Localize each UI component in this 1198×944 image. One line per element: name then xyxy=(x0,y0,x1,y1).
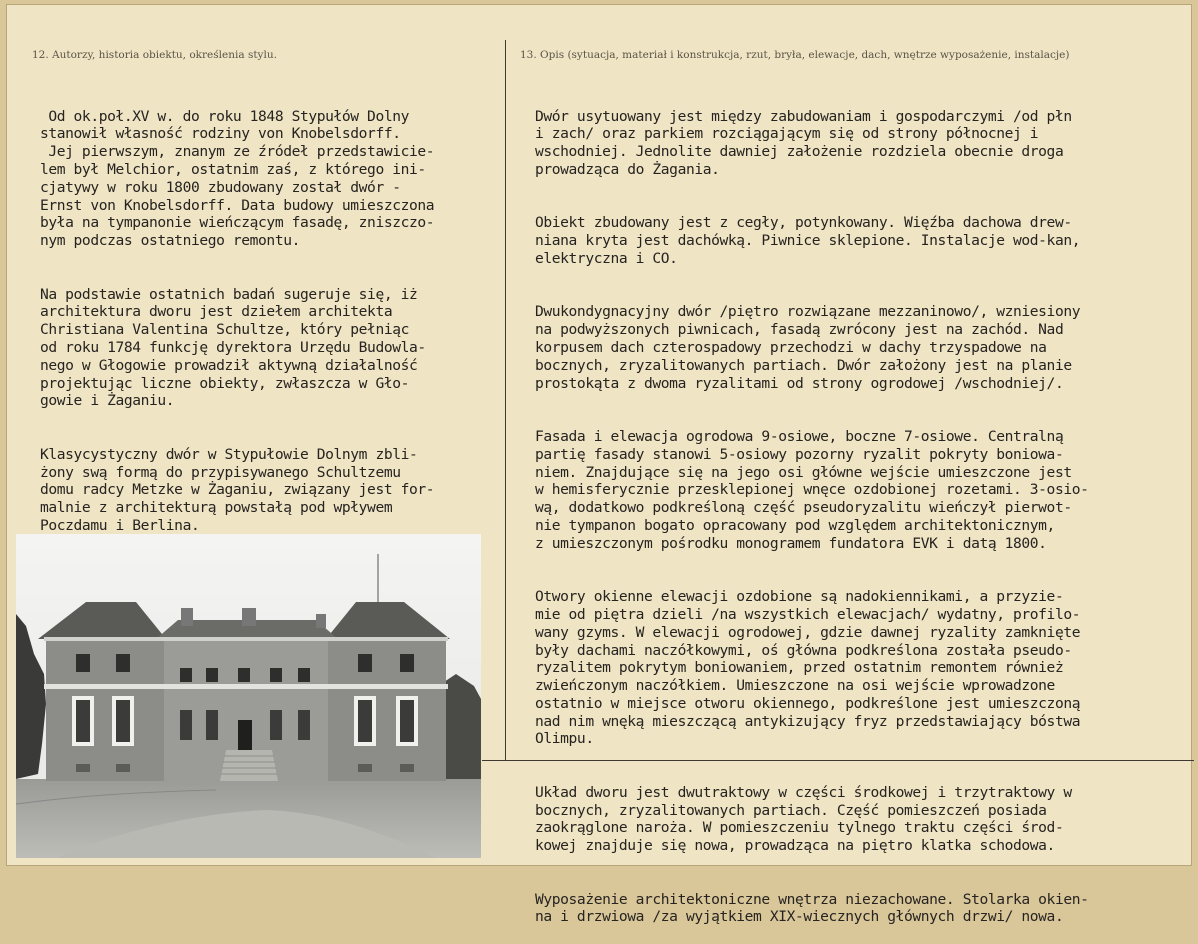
description-text xyxy=(535,72,1089,944)
manor-house-photo xyxy=(16,534,481,858)
description-paragraph: Obiekt zbudowany jest z cegły, potynkowany. Więźba dachowa drew- niana kryta jest dachówką. Piwnice sklepione. Instalacje wod-kan, elektryczna i CO. xyxy=(535,214,1081,267)
description-paragraph: Dwukondygnacyjny dwór /piętro rozwiązane mezzaninowo/, wzniesiony na podwyższonych piwnicach, fasadą zwrócony jest na zachód. Nad korpusem dach czterospadowy przechodzi w dachy trzyspadowe na bocznych, zryzalitowanych partiach. Dwór założony jest na planie prostokąta z dwoma ryzalitami od strony ogrodowej /wschodniej/. xyxy=(535,303,1081,392)
column-divider xyxy=(505,40,506,760)
history-paragraph: Od ok.poł.XV w. do roku 1848 Stypułów Dolny stanowił własność rodziny von Knobelsdorff. Jej pierwszym, znanym ze źródeł przedstawicie- lem był Melchior, ostatnim zaś, z którego ini- cjatywy w roku 1800 zbudowany został dwór - Ernst von Knobelsdorff. Data budowy umieszczona była na tympanonie wieńczącym fasadę, zniszczo- nym podczas ostatniego remontu. xyxy=(40,107,435,250)
description-paragraph: Wyposażenie architektoniczne wnętrza niezachowane. Stolarka okien- na i drzwiowa /za wyjątkiem XIX-wiecznych głównych drzwi/ nowa. xyxy=(535,890,1089,926)
history-text xyxy=(40,72,434,553)
history-paragraph: Na podstawie ostatnich badań sugeruje się, iż architektura dworu jest dziełem architekta Christiana Valentina Schultze, który pełniąc od roku 1784 funkcję dyrektora Urzędu Budowla- nego w Głogowie prowadził aktywną działalność projektując liczne obiekty, zwłaszcza w Gło- gowie i Żaganiu. xyxy=(40,285,426,410)
description-paragraph: Fasada i elewacja ogrodowa 9-osiowe, boczne 7-osiowe. Centralną partię fasady stanowi 5-osiowy pozorny ryzalit pokryty boniowa- niem. Znajdujące się na jego osi główne wejście umieszczone jest w hemisferycznie przesklepionej wnęce ozdobionej rozetami. 3-osio- wą, dodatkowo podkreśloną część pseudoryzalitu wieńczył pierwot- nie tympanon bogato opracowany pod względem architektonicznym, z umieszczonym pośrodku monogramem fundatora EVK i datą 1800. xyxy=(535,427,1089,552)
description-paragraph: Układ dworu jest dwutraktowy w części środkowej i trzytraktowy w bocznych, zryzalitowanych partiach. Część pomieszczeń posiada zaokrąglone naroża. W pomieszczeniu tylnego traktu części środ- kowej znajduje się nowa, prowadząca na piętro klatka schodowa. xyxy=(535,783,1072,855)
description-paragraph: Dwór usytuowany jest między zabudowaniam i gospodarczymi /od płn i zach/ oraz parkiem rozciągającym się od strony północnej i wschodniej. Jednolite dawniej założenie rozdziela obecnie droga prowadząca do Żagania. xyxy=(535,107,1072,178)
left-column-heading: 12. Autorzy, historia obiektu, określenia stylu. xyxy=(32,49,277,61)
right-column-heading: 13. Opis (sytuacja, materiał i konstrukcja, rzut, bryła, elewacje, dach, wnętrze wyposażenie, instalacje) xyxy=(520,49,1070,61)
history-paragraph: Klasycystyczny dwór w Stypułowie Dolnym zbli- żony swą formą do przypisywanego Schultzemu domu radcy Metzke w Żaganiu, związany jest for- malnie z architekturą powstałą pod wpływem Poczdamu i Berlina. xyxy=(40,445,435,534)
manor-house-illustration xyxy=(16,534,481,858)
description-paragraph: Otwory okienne elewacji ozdobione są nadokiennikami, a przyzie- mie od piętra dzieli /na wszystkich elewacjach/ wydatny, profilo- wany gzyms. W elewacji ogrodowej, gdzie dawnej ryzality zamknięte były dachami naczółkowymi, oś główna podkreślona została pseudo- ryzalitem pokrytym boniowaniem, przed ostatnim remontem również zwieńczonym naczółkiem. Umieszczone na osi wejście wprowadzone ostatnio w miejsce otworu okiennego, podkreślone jest umieszczoną nad nim wnęką mieszczącą antykizujący fryz przedstawiający bóstwa Olimpu. xyxy=(535,588,1081,748)
